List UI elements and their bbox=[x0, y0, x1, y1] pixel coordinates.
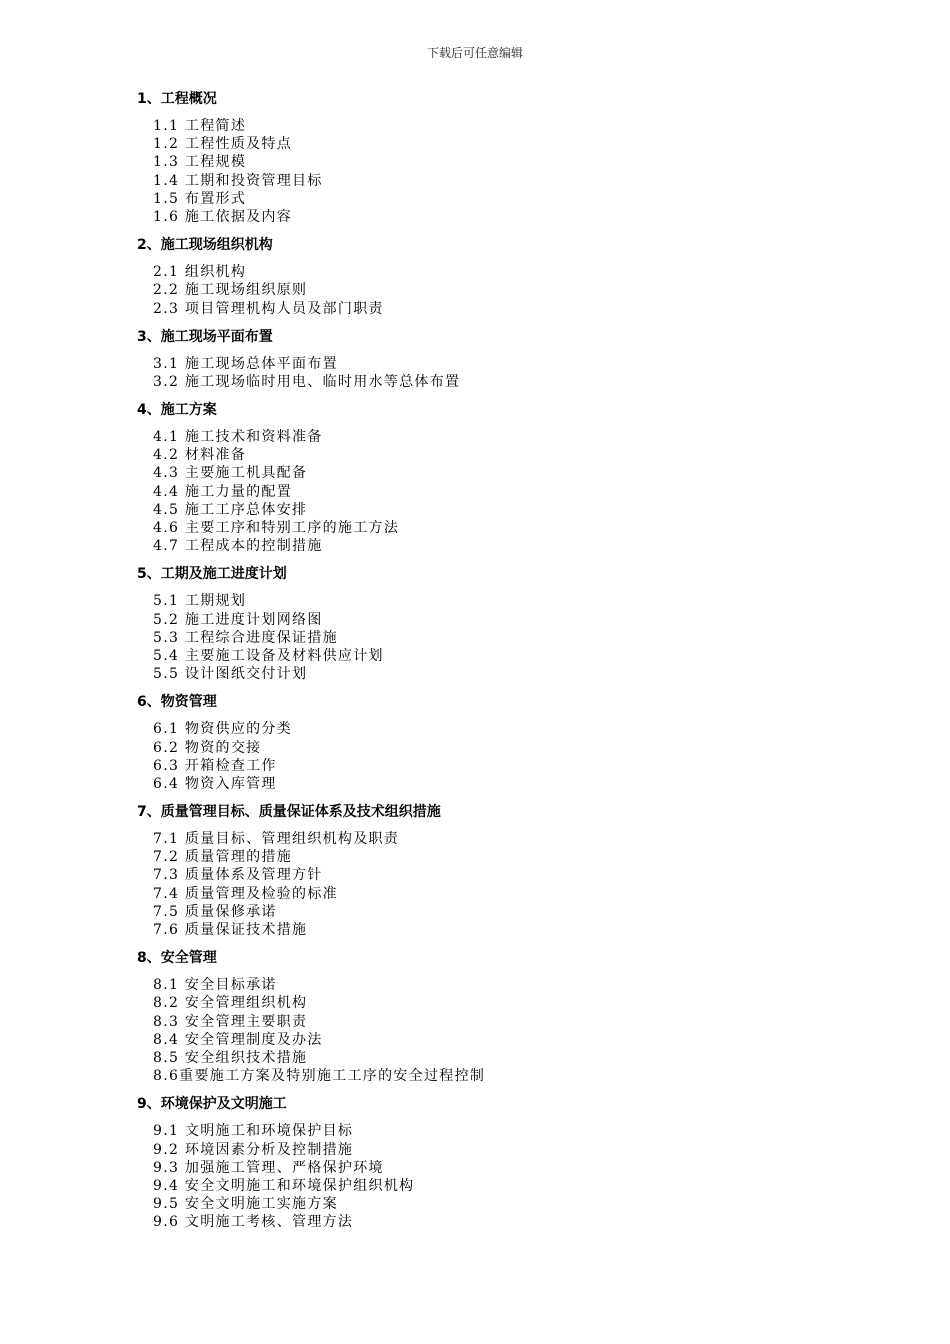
toc-item: 1.5 布置形式 bbox=[153, 190, 247, 207]
section-items bbox=[153, 1122, 857, 1231]
section-items bbox=[153, 976, 857, 1085]
table-of-contents bbox=[137, 89, 857, 1240]
toc-item: 8.1 安全目标承诺 bbox=[153, 977, 277, 994]
toc-item: 4.3 主要施工机具配备 bbox=[153, 465, 308, 482]
toc-item: 6.4 物资入库管理 bbox=[153, 775, 277, 792]
section-title: 8、安全管理 bbox=[137, 950, 217, 967]
toc-item: 7.5 质量保修承诺 bbox=[153, 903, 277, 920]
toc-item: 1.3 工程规模 bbox=[153, 154, 247, 171]
toc-section bbox=[137, 89, 857, 226]
toc-item: 2.2 施工现场组织原则 bbox=[153, 282, 308, 299]
toc-item: 4.6 主要工序和特别工序的施工方法 bbox=[153, 520, 400, 536]
toc-item: 8.5 安全组织技术措施 bbox=[153, 1049, 308, 1066]
toc-item: 1.1 工程简述 bbox=[153, 118, 247, 134]
toc-item: 7.1 质量目标、管理组织机构及职责 bbox=[153, 831, 400, 848]
toc-section bbox=[137, 802, 857, 939]
section-title: 9、环境保护及文明施工 bbox=[137, 1096, 287, 1113]
toc-item: 7.6 质量保证技术措施 bbox=[153, 922, 308, 938]
toc-section bbox=[137, 948, 857, 1085]
toc-item: 7.4 质量管理及检验的标准 bbox=[153, 885, 338, 902]
toc-section bbox=[137, 564, 857, 683]
toc-item: 9.2 环境因素分析及控制措施 bbox=[153, 1141, 354, 1158]
toc-item: 8.3 安全管理主要职责 bbox=[153, 1013, 308, 1030]
page-header: 下载后可任意编辑 bbox=[426, 46, 523, 60]
toc-item: 6.1 物资供应的分类 bbox=[153, 721, 293, 738]
toc-section bbox=[137, 327, 857, 391]
section-title: 5、工期及施工进度计划 bbox=[137, 566, 287, 583]
toc-item: 5.5 设计图纸交付计划 bbox=[153, 666, 308, 683]
section-items bbox=[153, 720, 857, 793]
toc-item: 5.3 工程综合进度保证措施 bbox=[153, 629, 338, 646]
toc-section bbox=[137, 692, 857, 793]
section-title: 7、质量管理目标、质量保证体系及技术组织措施 bbox=[137, 804, 441, 821]
section-items bbox=[153, 263, 857, 318]
toc-item: 4.7 工程成本的控制措施 bbox=[153, 538, 323, 555]
toc-item: 1.4 工期和投资管理目标 bbox=[153, 172, 323, 189]
toc-item: 6.3 开箱检查工作 bbox=[153, 757, 277, 774]
toc-item: 2.3 项目管理机构人员及部门职责 bbox=[153, 300, 384, 317]
toc-item: 6.2 物资的交接 bbox=[153, 739, 262, 756]
section-title: 6、物资管理 bbox=[137, 694, 217, 711]
toc-item: 1.6 施工依据及内容 bbox=[153, 208, 293, 225]
section-items bbox=[153, 428, 857, 555]
section-items bbox=[153, 830, 857, 939]
toc-item: 5.4 主要施工设备及材料供应计划 bbox=[153, 647, 384, 664]
toc-item: 8.4 安全管理制度及办法 bbox=[153, 1031, 323, 1048]
section-title: 1、工程概况 bbox=[137, 91, 217, 107]
toc-item: 4.5 施工工序总体安排 bbox=[153, 501, 308, 518]
toc-item: 7.2 质量管理的措施 bbox=[153, 849, 293, 866]
toc-item: 8.2 安全管理组织机构 bbox=[153, 995, 308, 1012]
toc-item: 9.6 文明施工考核、管理方法 bbox=[153, 1214, 354, 1231]
toc-item: 4.1 施工技术和资料准备 bbox=[153, 429, 323, 446]
toc-item: 9.4 安全文明施工和环境保护组织机构 bbox=[153, 1177, 415, 1194]
toc-item: 3.1 施工现场总体平面布置 bbox=[153, 355, 338, 372]
toc-section bbox=[137, 400, 857, 555]
toc-item: 5.2 施工进度计划网络图 bbox=[153, 611, 323, 628]
toc-item: 9.5 安全文明施工实施方案 bbox=[153, 1196, 338, 1213]
section-items bbox=[153, 592, 857, 683]
toc-section bbox=[137, 1094, 857, 1231]
section-title: 3、施工现场平面布置 bbox=[137, 328, 273, 345]
section-title: 2、施工现场组织机构 bbox=[137, 237, 273, 254]
toc-item: 3.2 施工现场临时用电、临时用水等总体布置 bbox=[153, 373, 461, 390]
section-title: 4、施工方案 bbox=[137, 402, 217, 419]
toc-item: 2.1 组织机构 bbox=[153, 264, 247, 281]
toc-item: 9.1 文明施工和环境保护目标 bbox=[153, 1123, 354, 1140]
section-items bbox=[153, 355, 857, 391]
section-items bbox=[153, 117, 857, 226]
toc-item: 9.3 加强施工管理、严格保护环境 bbox=[153, 1159, 384, 1176]
toc-item: 1.2 工程性质及特点 bbox=[153, 136, 293, 153]
toc-item: 7.3 质量体系及管理方针 bbox=[153, 867, 323, 884]
toc-item: 4.2 材料准备 bbox=[153, 447, 247, 464]
toc-section bbox=[137, 235, 857, 318]
toc-item: 4.4 施工力量的配置 bbox=[153, 483, 293, 500]
toc-item: 5.1 工期规划 bbox=[153, 593, 247, 610]
toc-item: 8.6重要施工方案及特别施工工序的安全过程控制 bbox=[153, 1068, 486, 1085]
